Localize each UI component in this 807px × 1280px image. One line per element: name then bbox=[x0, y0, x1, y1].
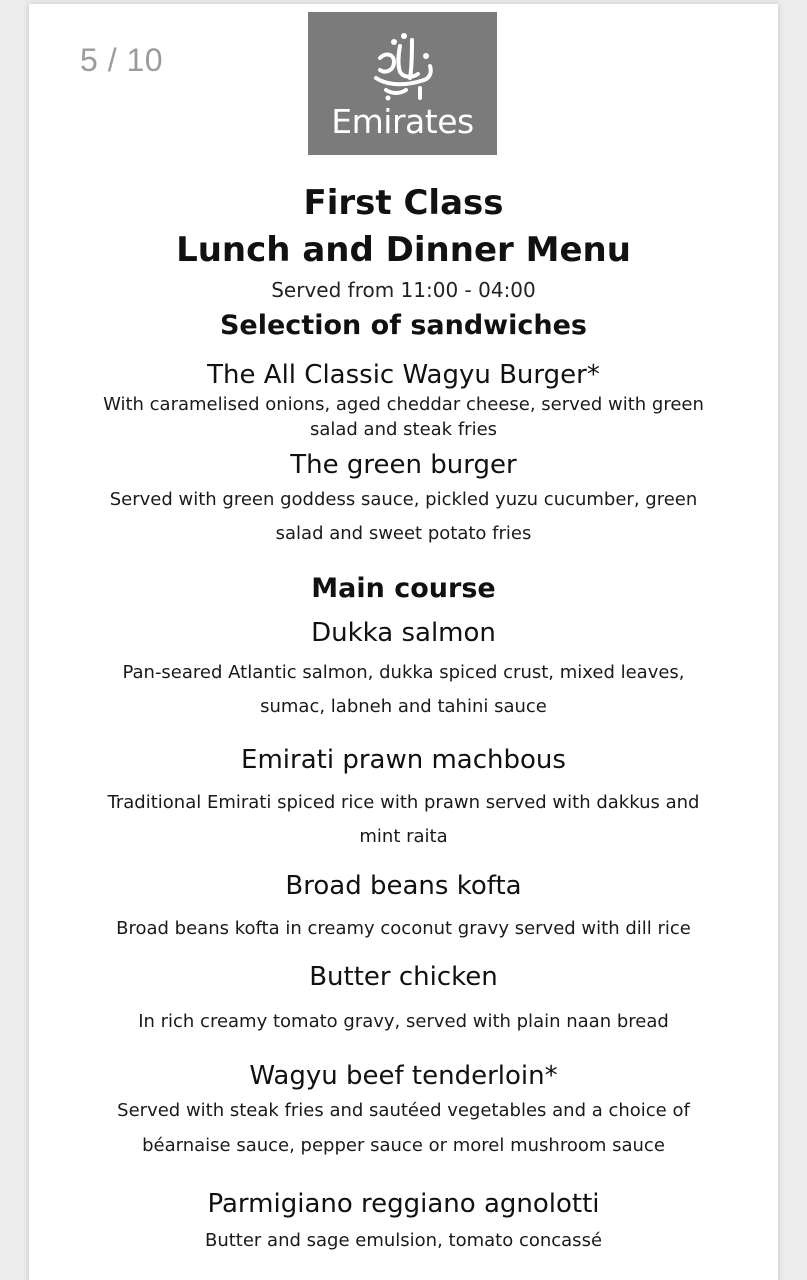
dish-description-line: Served with steak fries and sautéed vegetables and a choice of bbox=[117, 1100, 690, 1121]
menu-title-class: First Class bbox=[303, 183, 504, 223]
emirates-wordmark: Emirates bbox=[331, 102, 474, 141]
dish-description-line: Pan-seared Atlantic salmon, dukka spiced crust, mixed leaves, bbox=[122, 662, 685, 683]
dish-description-line: In rich creamy tomato gravy, served with plain naan bread bbox=[138, 1011, 669, 1032]
dish-name: Parmigiano reggiano agnolotti bbox=[207, 1189, 600, 1219]
dish-name: Butter chicken bbox=[309, 962, 498, 992]
dish-name: The All Classic Wagyu Burger* bbox=[207, 360, 600, 390]
service-time: Served from 11:00 - 04:00 bbox=[271, 278, 536, 302]
dish-description-line: sumac, labneh and tahini sauce bbox=[260, 696, 547, 717]
section-heading-main-course: Main course bbox=[311, 573, 496, 604]
dish-description-line: Traditional Emirati spiced rice with prawn served with dakkus and bbox=[107, 792, 700, 813]
page-counter: 5 / 10 bbox=[80, 42, 164, 78]
dish-description-line: Broad beans kofta in creamy coconut gravy served with dill rice bbox=[116, 918, 691, 939]
dish-description-line: salad and steak fries bbox=[309, 419, 498, 440]
dish-description-line: béarnaise sauce, pepper sauce or morel mushroom sauce bbox=[142, 1135, 665, 1156]
dish-description-line: Served with green goddess sauce, pickled yuzu cucumber, green bbox=[109, 489, 698, 510]
dish-name: Wagyu beef tenderloin* bbox=[249, 1061, 558, 1091]
dish-name: Dukka salmon bbox=[311, 618, 496, 648]
dish-description-line: With caramelised onions, aged cheddar cheese, served with green bbox=[103, 394, 704, 415]
menu-title-meal: Lunch and Dinner Menu bbox=[176, 230, 631, 270]
dish-description-line: Butter and sage emulsion, tomato concassé bbox=[204, 1230, 603, 1251]
emirates-logo bbox=[308, 12, 497, 155]
dish-description-line: salad and sweet potato fries bbox=[275, 523, 532, 544]
dish-name: The green burger bbox=[290, 450, 517, 480]
dish-description-line: mint raita bbox=[359, 826, 448, 847]
menu-page bbox=[29, 4, 778, 1280]
section-heading-sandwiches: Selection of sandwiches bbox=[219, 310, 587, 341]
dish-name: Emirati prawn machbous bbox=[241, 745, 566, 775]
dish-name: Broad beans kofta bbox=[285, 871, 522, 901]
